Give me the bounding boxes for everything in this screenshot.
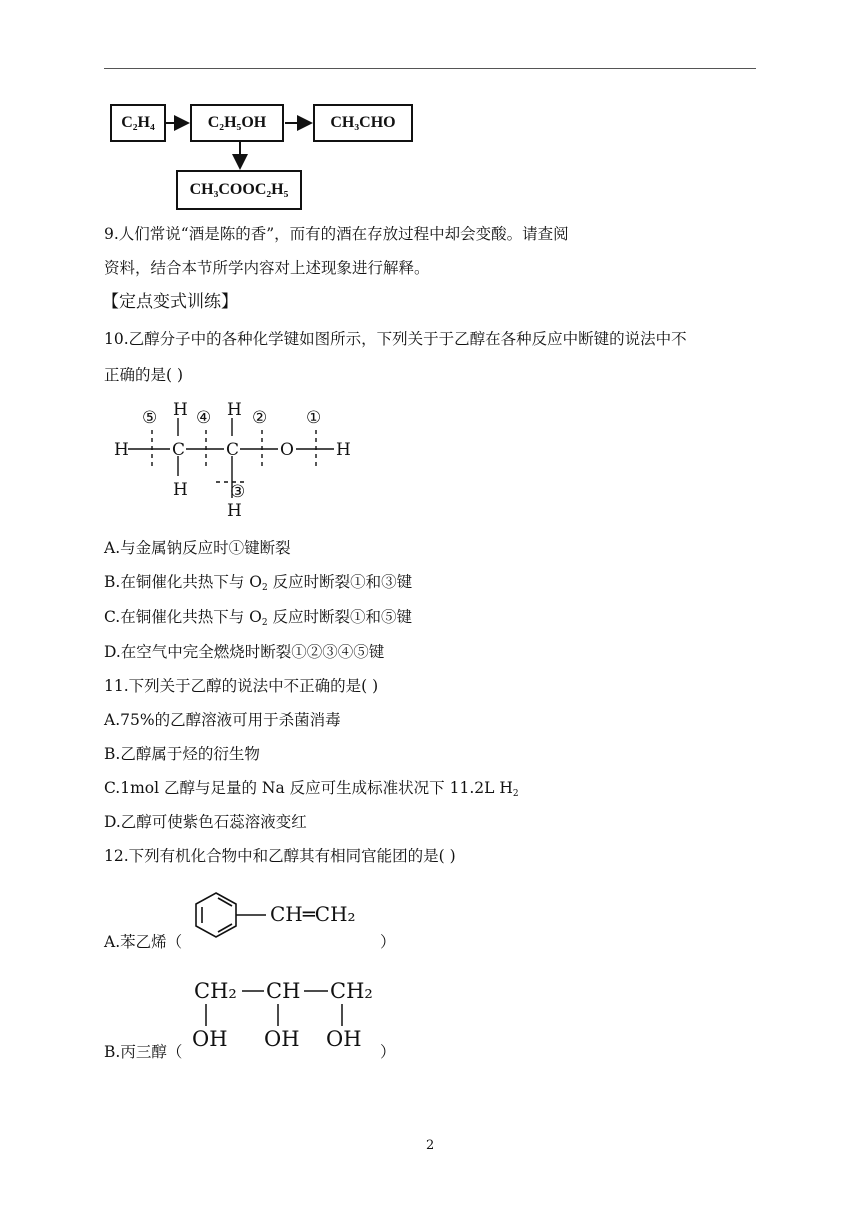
glycerol-ch2-right: CH₂ <box>330 979 373 1003</box>
q10-option-a: A.与金属钠反应时①键断裂 <box>104 539 291 557</box>
q10-line2: 正确的是( ) <box>104 366 184 384</box>
glycerol-oh-left: OH <box>192 1027 228 1051</box>
atom-c2: C <box>226 440 240 460</box>
glycerol-ch2-left: CH₂ <box>194 979 237 1003</box>
q10-option-d: D.在空气中完全燃烧时断裂①②③④⑤键 <box>104 643 385 661</box>
flow-box-ethanol: C₂H₅OH <box>190 104 284 142</box>
bond-label-5: ⑤ <box>142 408 158 428</box>
flow-box-acetaldehyde: CH₃CHO <box>313 104 413 142</box>
q11-option-c: C.1mol 乙醇与足量的 Na 反应可生成标准状况下 11.2L $H_2$ <box>104 779 519 799</box>
section-title: 【定点变式训练】 <box>102 292 238 312</box>
flow-box-ethyl-acetate: CH₃COOC₂H₅ <box>176 170 302 210</box>
flow-arrows <box>0 0 860 220</box>
q12-option-a-label: A.苯乙烯（ <box>104 933 183 951</box>
q12-option-b-close: ） <box>380 1043 396 1061</box>
q12-option-b-label: B.丙三醇（ <box>104 1043 183 1061</box>
glycerol-oh-mid: OH <box>264 1027 300 1051</box>
q11-option-b: B.乙醇属于烃的衍生物 <box>104 745 260 763</box>
ethanol-bond-diagram <box>104 396 364 522</box>
atom-o: O <box>280 440 294 460</box>
q11-stem: 11.下列关于乙醇的说法中不正确的是( ) <box>104 677 379 695</box>
atom-c1: C <box>172 440 186 460</box>
q9-line1: 9.人们常说“酒是陈的香”，而有的酒在存放过程中却会变酸。请查阅 <box>104 225 569 243</box>
styrene-structure <box>190 888 390 946</box>
atom-h-left: H <box>114 440 129 460</box>
q10-option-c: C.在铜催化共热下与 $O_2$ 反应时断裂①和⑤键 <box>104 608 413 628</box>
q11-option-a: A.75%的乙醇溶液可用于杀菌消毒 <box>104 711 341 729</box>
bond-label-1: ① <box>306 408 322 428</box>
bond-label-2: ② <box>252 408 268 428</box>
bond-label-4: ④ <box>196 408 212 428</box>
q12-stem: 12.下列有机化合物中和乙醇其有相同官能团的是( ) <box>104 847 456 865</box>
q11-option-d: D.乙醇可使紫色石蕊溶液变红 <box>104 813 307 831</box>
atom-h-c2-top: H <box>227 400 242 420</box>
q9-line2: 资料，结合本节所学内容对上述现象进行解释。 <box>104 259 430 277</box>
flow-box-ethylene: C₂H₄ <box>110 104 166 142</box>
styrene-vinyl-text: CH═CH₂ <box>270 902 356 926</box>
q10-line1: 10.乙醇分子中的各种化学键如图所示，下列关于于乙醇在各种反应中断键的说法中不 <box>104 330 687 348</box>
atom-h-right: H <box>336 440 351 460</box>
q10-option-b: B.在铜催化共热下与 $O_2$ 反应时断裂①和③键 <box>104 573 413 593</box>
glycerol-oh-right: OH <box>326 1027 362 1051</box>
atom-h-c1-top: H <box>173 400 188 420</box>
page-number: 2 <box>426 1138 435 1153</box>
q12-option-a-close: ） <box>380 933 396 951</box>
atom-h-c1-bottom: H <box>173 480 188 500</box>
atom-h-c2-bottom: H <box>227 501 242 521</box>
glycerol-ch: CH <box>266 979 301 1003</box>
bond-label-3: ③ <box>230 482 246 502</box>
glycerol-structure <box>186 972 386 1054</box>
